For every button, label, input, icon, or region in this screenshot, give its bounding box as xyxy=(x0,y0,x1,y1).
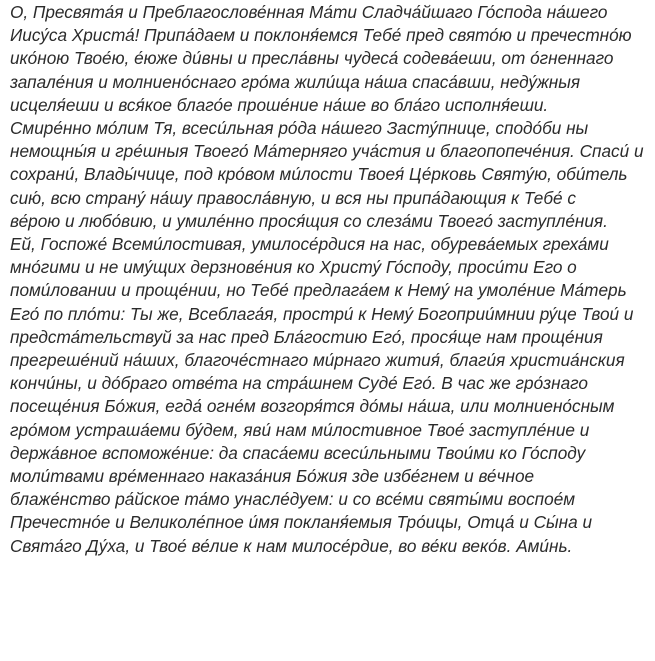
text-line: сию́, всю страну́ на́шу правосла́вную, и вся ны припа́дающия к Тебе́ с xyxy=(10,187,576,208)
text-line: исцеля́еши и вся́кое благо́е проше́ние на́ше во бла́го исполня́еши. xyxy=(10,94,549,115)
text-line: моли́твами вре́меннаго наказа́ния Бо́жия зде избе́гнем и ве́чное xyxy=(10,466,535,487)
text-line: Ей, Госпоже́ Всеми́лостивая, умилосе́рдися на нас, обурева́емых греха́ми xyxy=(10,234,609,255)
text-line: Его́ по пло́ти: Ты же, Всеблага́я, простри́ к Нему́ Богоприи́мнии ру́це Твои́ и xyxy=(10,303,634,324)
text-line: Пречестно́е и Великоле́пное и́мя покланя́емыя Тро́ицы, Отца́ и Сы́на и xyxy=(10,512,593,533)
text-line: посеще́ния Бо́жия, егда́ огне́м возгоря́тся до́мы на́ша, или молниено́сным xyxy=(10,396,615,417)
text-line: поми́ловании и проще́нии, но Тебе́ предлага́ем к Нему́ на умоле́ние Ма́терь xyxy=(10,280,627,301)
text-line: запале́ния и молниено́снаго гро́ма жили́ща на́ша спаса́вши, неду́жныя xyxy=(10,71,581,92)
text-line: блаже́нство ра́йское та́мо унасле́дуем: и со все́ми святы́ми воспое́м xyxy=(10,489,576,510)
text-line: гро́мом устраша́еми бу́дем, яви́ нам ми́лостивное Твое́ заступле́ние и xyxy=(10,419,590,440)
text-line: немощны́я и гре́шныя Твоего́ Ма́терняго уча́стия и благопопече́ния. Спаси́ и xyxy=(10,141,644,162)
text-line: мно́гими и не иму́щих дерзнове́ния ко Христу́ Го́споду, проси́ти Его о xyxy=(10,257,577,278)
text-line: предста́тельствуй за нас пред Бла́гостию Его́, прося́ще нам проще́ния xyxy=(10,326,603,347)
prayer-paragraph xyxy=(10,1,646,558)
text-line: Свята́го Ду́ха, и Твое́ ве́лие к нам милосе́рдие, во ве́ки веко́в. Ами́нь. xyxy=(10,535,573,556)
text-line: О, Пресвята́я и Преблагослове́нная Ма́ти Сладча́йшаго Го́спода на́шего xyxy=(10,2,608,22)
text-line: сохрани́, Влады́чице, под кро́вом ми́лости Твоея́ Це́рковь Святу́ю, оби́тель xyxy=(10,164,628,185)
text-line: держа́вное вспоможе́ние: да спаса́еми всеси́льными Твои́ми ко Го́споду xyxy=(10,442,586,463)
text-line: Смире́нно мо́лим Тя, всеси́льная ро́да на́шего Засту́пнице, сподо́би ны xyxy=(10,118,589,139)
text-line: ико́ною Твое́ю, е́юже ди́вны и пресла́вны чудеса́ содева́еши, от о́гненнаго xyxy=(10,48,614,69)
text-line: ве́рою и любо́вию, и умиле́нно прося́щия со слеза́ми Твоего́ заступле́ния. xyxy=(10,210,608,231)
text-line: Иису́са Христа́! Припа́даем и поклоня́емся Тебе́ пред свято́ю и пречестно́ю xyxy=(10,25,632,46)
text-line: кончи́ны, и до́браго отве́та на стра́шнем Суде́ Его́. В час же гро́знаго xyxy=(10,373,588,394)
text-line: прегреше́ний на́ших, благоче́стнаго ми́рнаго жития́, благи́я христиа́нския xyxy=(10,350,625,371)
